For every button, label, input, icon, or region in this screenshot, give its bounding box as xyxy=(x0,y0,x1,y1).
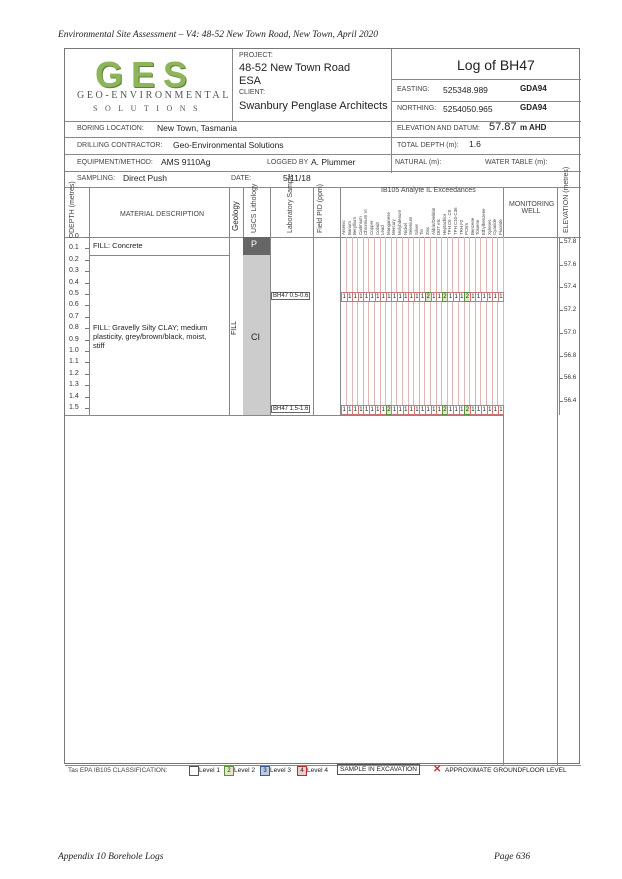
logged-by-label: LOGGED BY xyxy=(267,159,309,166)
elevation-tick xyxy=(559,265,563,266)
northing-value: 5254050.965 xyxy=(443,104,493,114)
analyte-level-cell: 2 xyxy=(465,294,470,300)
analyte-level-cell: 1 xyxy=(348,407,352,413)
analyte-level-cell: 1 xyxy=(392,407,397,413)
drilling-contractor-value: Geo-Environmental Solutions xyxy=(173,140,284,150)
depth-tick xyxy=(85,283,89,284)
legend-level3-box: 3 xyxy=(260,766,270,776)
depth-tick-label: 0.7 xyxy=(69,312,79,320)
analyte-level-cell: 1 xyxy=(426,407,431,413)
analyte-gridline xyxy=(363,237,364,415)
analyte-gridline xyxy=(424,237,425,415)
depth-tick xyxy=(85,328,89,329)
analyte-level-cell: 1 xyxy=(448,294,453,300)
total-depth-value: 1.6 xyxy=(469,139,481,149)
analyte-level-cell: 1 xyxy=(437,294,442,300)
northing-label: NORTHING: xyxy=(397,105,437,112)
depth-tick-label: 0.0 xyxy=(69,233,79,240)
legend-level2-box: 2 xyxy=(224,766,234,776)
analyte-level-cell: 1 xyxy=(415,407,419,413)
analyte-name: Molybdenum xyxy=(397,209,402,235)
geology-fill-label: FILL xyxy=(231,320,238,335)
legend-level4-box: 4 xyxy=(297,766,307,776)
uscs-p-label: P xyxy=(251,239,258,249)
analyte-level-cell: 1 xyxy=(482,294,487,300)
analyte-gridline xyxy=(447,237,448,415)
analyte-level-cell: 2 xyxy=(443,407,447,413)
elevation-label: ELEVATION AND DATUM: xyxy=(397,125,480,132)
analyte-gridline xyxy=(469,237,470,415)
depth-tick xyxy=(85,385,89,386)
northing-datum: GDA94 xyxy=(520,103,547,112)
analyte-gridline xyxy=(357,237,358,415)
depth-tick-label: 1.3 xyxy=(69,381,79,389)
analyte-level-cell: 1 xyxy=(409,407,414,413)
depth-tick xyxy=(85,408,89,409)
analyte-name: Selenium xyxy=(408,216,414,235)
elevation-tick-label: 56.6 xyxy=(564,374,577,382)
layer-2-description-1: FILL: Gravelly Silty CLAY; medium xyxy=(93,323,208,332)
elevation-tick xyxy=(559,310,563,311)
analyte-level-cell: 1 xyxy=(381,294,386,300)
depth-tick xyxy=(85,362,89,363)
analyte-name: TRH F2 xyxy=(458,219,464,235)
analyte-name: Mercury xyxy=(391,219,397,235)
elevation-tick xyxy=(559,378,563,379)
depth-tick xyxy=(85,248,89,249)
elevation-value: 57.87 xyxy=(489,121,517,133)
analyte-gridline xyxy=(380,237,381,415)
depth-tick-label: 0.3 xyxy=(69,267,79,275)
analyte-name: Heptachlor xyxy=(441,213,447,235)
analyte-level-cell: 1 xyxy=(404,294,408,300)
elevation-column-header: ELEVATION (metres) xyxy=(563,166,570,233)
analyte-gridline xyxy=(368,237,369,415)
analyte-level-cell: 1 xyxy=(353,407,358,413)
analyte-gridline xyxy=(436,237,437,415)
depth-tick-label: 0.5 xyxy=(69,290,79,297)
analyte-level-cell: 1 xyxy=(454,294,459,300)
analyte-level-cell: 1 xyxy=(370,294,375,300)
depth-tick-label: 1.4 xyxy=(69,392,79,400)
analyte-level-cell: 1 xyxy=(370,407,375,413)
easting-datum: GDA94 xyxy=(520,84,547,93)
elevation-tick-label: 57.2 xyxy=(564,306,577,314)
elevation-tick-label: 57.8 xyxy=(564,238,577,245)
analyte-name: Zinc xyxy=(425,226,430,235)
depth-column-header: DEPTH (metres) xyxy=(69,181,76,233)
logo-subtitle-2: SOLUTIONS xyxy=(93,104,205,113)
analyte-level-cell: 1 xyxy=(381,407,386,413)
sampling-value: Direct Push xyxy=(123,173,167,183)
monitoring-well-header: MONITORING WELL xyxy=(509,201,555,215)
analyte-name: Barium xyxy=(346,221,352,235)
depth-tick-label: 0.4 xyxy=(69,278,79,286)
analyte-gridline xyxy=(475,237,476,415)
page-header: Environmental Site Assessment – V4: 48-52 New Town Road, New Town, April 2020 xyxy=(58,30,379,40)
depth-tick xyxy=(85,351,89,352)
analyte-level-cell: 2 xyxy=(443,294,447,300)
analyte-level-cell: 1 xyxy=(342,294,347,300)
analyte-level-cell: 1 xyxy=(493,294,498,300)
analyte-gridline xyxy=(492,237,493,415)
analyte-gridline xyxy=(396,237,397,415)
elevation-unit: m AHD xyxy=(520,123,547,132)
pid-column-header: Field PID (ppm) xyxy=(317,183,324,233)
depth-tick-label: 1.0 xyxy=(69,347,79,354)
lab-column-header: Laboratory Sample xyxy=(287,173,294,233)
date-label: DATE: xyxy=(231,175,252,182)
analyte-gridline xyxy=(458,237,459,415)
analyte-name: Manganese xyxy=(385,212,391,235)
layer-1-description: FILL: Concrete xyxy=(93,241,143,250)
depth-tick-label: 1.5 xyxy=(69,404,79,411)
easting-label: EASTING: xyxy=(397,86,430,93)
depth-tick-label: 0.8 xyxy=(69,324,79,332)
analyte-level-cell: 1 xyxy=(420,407,425,413)
analyte-gridline xyxy=(374,237,375,415)
elevation-tick-label: 56.8 xyxy=(564,351,577,359)
analyte-level-cell: 1 xyxy=(359,407,363,413)
depth-tick xyxy=(85,260,89,261)
analyte-name: Ethylbenzene xyxy=(481,208,486,235)
client-value: Swanbury Penglase Architects xyxy=(239,100,388,112)
analyte-level-cell: 2 xyxy=(426,294,431,300)
depth-tick-label: 1.2 xyxy=(69,369,79,377)
analyte-gridline xyxy=(352,237,353,415)
analyte-name: PCB's xyxy=(464,222,470,235)
analyte-level-cell: 1 xyxy=(488,407,492,413)
analyte-gridline xyxy=(464,237,465,415)
analyte-level-cell: 2 xyxy=(465,407,470,413)
project-value-2: ESA xyxy=(239,75,262,87)
legend-level1: Level 1 xyxy=(199,767,220,774)
cross-icon: ✕ xyxy=(433,764,442,775)
material-column-header: MATERIAL DESCRIPTION xyxy=(120,211,205,218)
analyte-gridline xyxy=(402,237,403,415)
analyte-name: TPH C10-C36 xyxy=(453,207,458,235)
analyte-name: Silver xyxy=(413,224,419,235)
analyte-level-cell: 1 xyxy=(493,407,498,413)
analyte-name: Benzene xyxy=(469,217,475,235)
analyte-level-cell: 1 xyxy=(353,294,358,300)
analyte-name: Chromium VI xyxy=(363,209,369,235)
sampling-label: SAMPLING: xyxy=(77,175,116,182)
elevation-tick-label: 56.4 xyxy=(564,396,577,404)
depth-tick-label: 0.9 xyxy=(69,335,79,343)
analyte-name: TPH C6 - C9 xyxy=(447,209,453,235)
legend-approx-ground: APPROXIMATE GROUNDFLOOR LEVEL xyxy=(445,767,567,774)
equipment-label: EQUIPMENT/METHOD: xyxy=(77,159,153,166)
analyte-gridline xyxy=(385,237,386,415)
sample-label-2: BH47 1.5-1.6 xyxy=(273,406,309,412)
analyte-gridline xyxy=(441,237,442,415)
analyte-level-cell: 1 xyxy=(432,407,436,413)
layer-2-description-2: plasticity, grey/brown/black, moist, xyxy=(93,332,207,341)
depth-tick xyxy=(85,317,89,318)
analyte-level-cell: 1 xyxy=(364,407,369,413)
analyte-name: Fluoride xyxy=(497,219,503,235)
legend-level3: Level 3 xyxy=(270,767,291,774)
legend-level4: Level 4 xyxy=(307,767,328,774)
analyte-gridline xyxy=(486,237,487,415)
analyte-level-cell: 1 xyxy=(348,294,352,300)
elevation-tick xyxy=(559,356,563,357)
analyte-level-cell: 1 xyxy=(404,407,408,413)
depth-tick-label: 1.1 xyxy=(69,358,79,366)
analyte-level-cell: 2 xyxy=(387,407,391,413)
depth-tick xyxy=(85,305,89,306)
boring-location-label: BORING LOCATION: xyxy=(77,125,144,132)
analyte-level-cell: 1 xyxy=(499,407,503,413)
analyte-name: Nickel xyxy=(402,223,408,235)
analyte-name: DDT etc xyxy=(436,218,442,235)
depth-tick xyxy=(85,397,89,398)
legend-level1-box xyxy=(189,766,199,776)
analyte-level-cell: 1 xyxy=(476,407,481,413)
analyte-name: Cyanide xyxy=(492,218,498,235)
legend-sample-excavation: SAMPLE IN EXCAVATION xyxy=(337,764,420,775)
drilling-contractor-label: DRILLING CONTRACTOR: xyxy=(77,142,163,149)
analyte-name: Tin xyxy=(419,229,425,235)
analyte-level-cell: 1 xyxy=(460,407,464,413)
geology-column-header: Geology xyxy=(231,201,240,231)
analyte-gridline xyxy=(430,237,431,415)
analyte-level-cell: 1 xyxy=(376,294,380,300)
depth-tick xyxy=(85,340,89,341)
client-label: CLIENT: xyxy=(239,89,266,96)
analyte-name: Xylenes xyxy=(486,219,492,235)
analyte-level-cell: 1 xyxy=(482,407,487,413)
analyte-name: Cobalt xyxy=(374,222,380,235)
uscs-ci-label: CI xyxy=(251,332,260,342)
total-depth-label: TOTAL DEPTH (m): xyxy=(397,142,459,149)
analyte-level-cell: 1 xyxy=(376,407,380,413)
uscs-column-header: USCS Lithology xyxy=(251,183,258,233)
analyte-level-cell: 1 xyxy=(364,294,369,300)
elevation-tick xyxy=(559,242,563,243)
log-title: Log of BH47 xyxy=(457,57,535,73)
analyte-level-cell: 1 xyxy=(499,294,503,300)
depth-tick xyxy=(85,294,89,295)
date-value: 5/11/18 xyxy=(283,173,311,183)
analyte-level-cell: 1 xyxy=(398,294,403,300)
analyte-gridline xyxy=(413,237,414,415)
analyte-level-cell: 1 xyxy=(460,294,464,300)
elevation-axis-line xyxy=(559,237,560,415)
page-footer-right: Page 636 xyxy=(494,852,531,862)
analyte-gridline xyxy=(503,237,504,415)
analyte-gridline xyxy=(497,237,498,415)
elevation-tick xyxy=(559,287,563,288)
elevation-tick xyxy=(559,401,563,402)
analyte-level-cell: 1 xyxy=(471,294,475,300)
legend-label: Tas EPA IB105 CLASSIFICATION: xyxy=(68,767,168,774)
analyte-level-cell: 1 xyxy=(420,294,425,300)
analyte-level-cell: 1 xyxy=(454,407,459,413)
analyte-name: Aldrin/Dieldrin xyxy=(430,207,436,235)
ges-logo: GES xyxy=(95,54,196,95)
layer-2-description-3: stiff xyxy=(93,341,105,350)
analyte-gridline xyxy=(391,237,392,415)
elevation-tick-label: 57.4 xyxy=(564,283,577,291)
logged-by-value: A. Plummer xyxy=(311,157,356,167)
analyte-level-cell: 1 xyxy=(471,407,475,413)
analyte-level-cell: 1 xyxy=(415,294,419,300)
elevation-tick xyxy=(559,333,563,334)
sample-label-1: BH47 0.5-0.6 xyxy=(273,293,309,299)
analyte-gridline xyxy=(408,237,409,415)
analyte-name: Arsenic xyxy=(341,220,346,235)
elevation-tick-label: 57.0 xyxy=(564,328,577,336)
analyte-column-header: IB105 Analyte IL Exceedances xyxy=(381,187,476,194)
analyte-level-cell: 1 xyxy=(437,407,442,413)
depth-tick-label: 0.2 xyxy=(69,255,79,263)
depth-tick-label: 0.6 xyxy=(69,301,79,309)
analyte-level-cell: 1 xyxy=(432,294,436,300)
logo-subtitle: GEO-ENVIRONMENTAL xyxy=(77,90,231,101)
analyte-name: Cadmium xyxy=(357,216,363,235)
depth-tick xyxy=(85,237,89,238)
analyte-name: Beryllium xyxy=(352,216,358,235)
natural-label: NATURAL (m): xyxy=(395,159,442,166)
page-footer-left: Appendix 10 Borehole Logs xyxy=(58,852,164,862)
elevation-tick-label: 57.6 xyxy=(564,260,577,268)
depth-tick-label: 0.1 xyxy=(69,244,79,252)
analyte-level-cell: 1 xyxy=(488,294,492,300)
analyte-gridline xyxy=(480,237,481,415)
analyte-gridline xyxy=(346,237,347,415)
analyte-level-cell: 1 xyxy=(387,294,391,300)
depth-tick xyxy=(85,374,89,375)
boring-location-value: New Town, Tasmania xyxy=(157,123,238,133)
analyte-name: Toluene xyxy=(475,219,481,235)
equipment-value: AMS 9110Ag xyxy=(161,157,211,167)
analyte-level-cell: 1 xyxy=(342,407,347,413)
easting-value: 525348.989 xyxy=(443,85,488,95)
analyte-name: Lead xyxy=(380,225,386,235)
project-value: 48-52 New Town Road xyxy=(239,62,351,74)
analyte-gridline xyxy=(419,237,420,415)
project-label: PROJECT: xyxy=(239,52,273,59)
borehole-log-sheet xyxy=(64,48,580,764)
water-table-label: WATER TABLE (m): xyxy=(485,159,548,166)
analyte-gridline xyxy=(452,237,453,415)
analyte-level-cell: 1 xyxy=(392,294,397,300)
depth-tick xyxy=(85,271,89,272)
analyte-level-cell: 1 xyxy=(398,407,403,413)
analyte-level-cell: 1 xyxy=(448,407,453,413)
analyte-level-cell: 1 xyxy=(359,294,363,300)
legend-level2: Level 2 xyxy=(234,767,255,774)
analyte-level-cell: 1 xyxy=(476,294,481,300)
analyte-level-cell: 1 xyxy=(409,294,414,300)
analyte-name: Copper xyxy=(369,220,374,235)
